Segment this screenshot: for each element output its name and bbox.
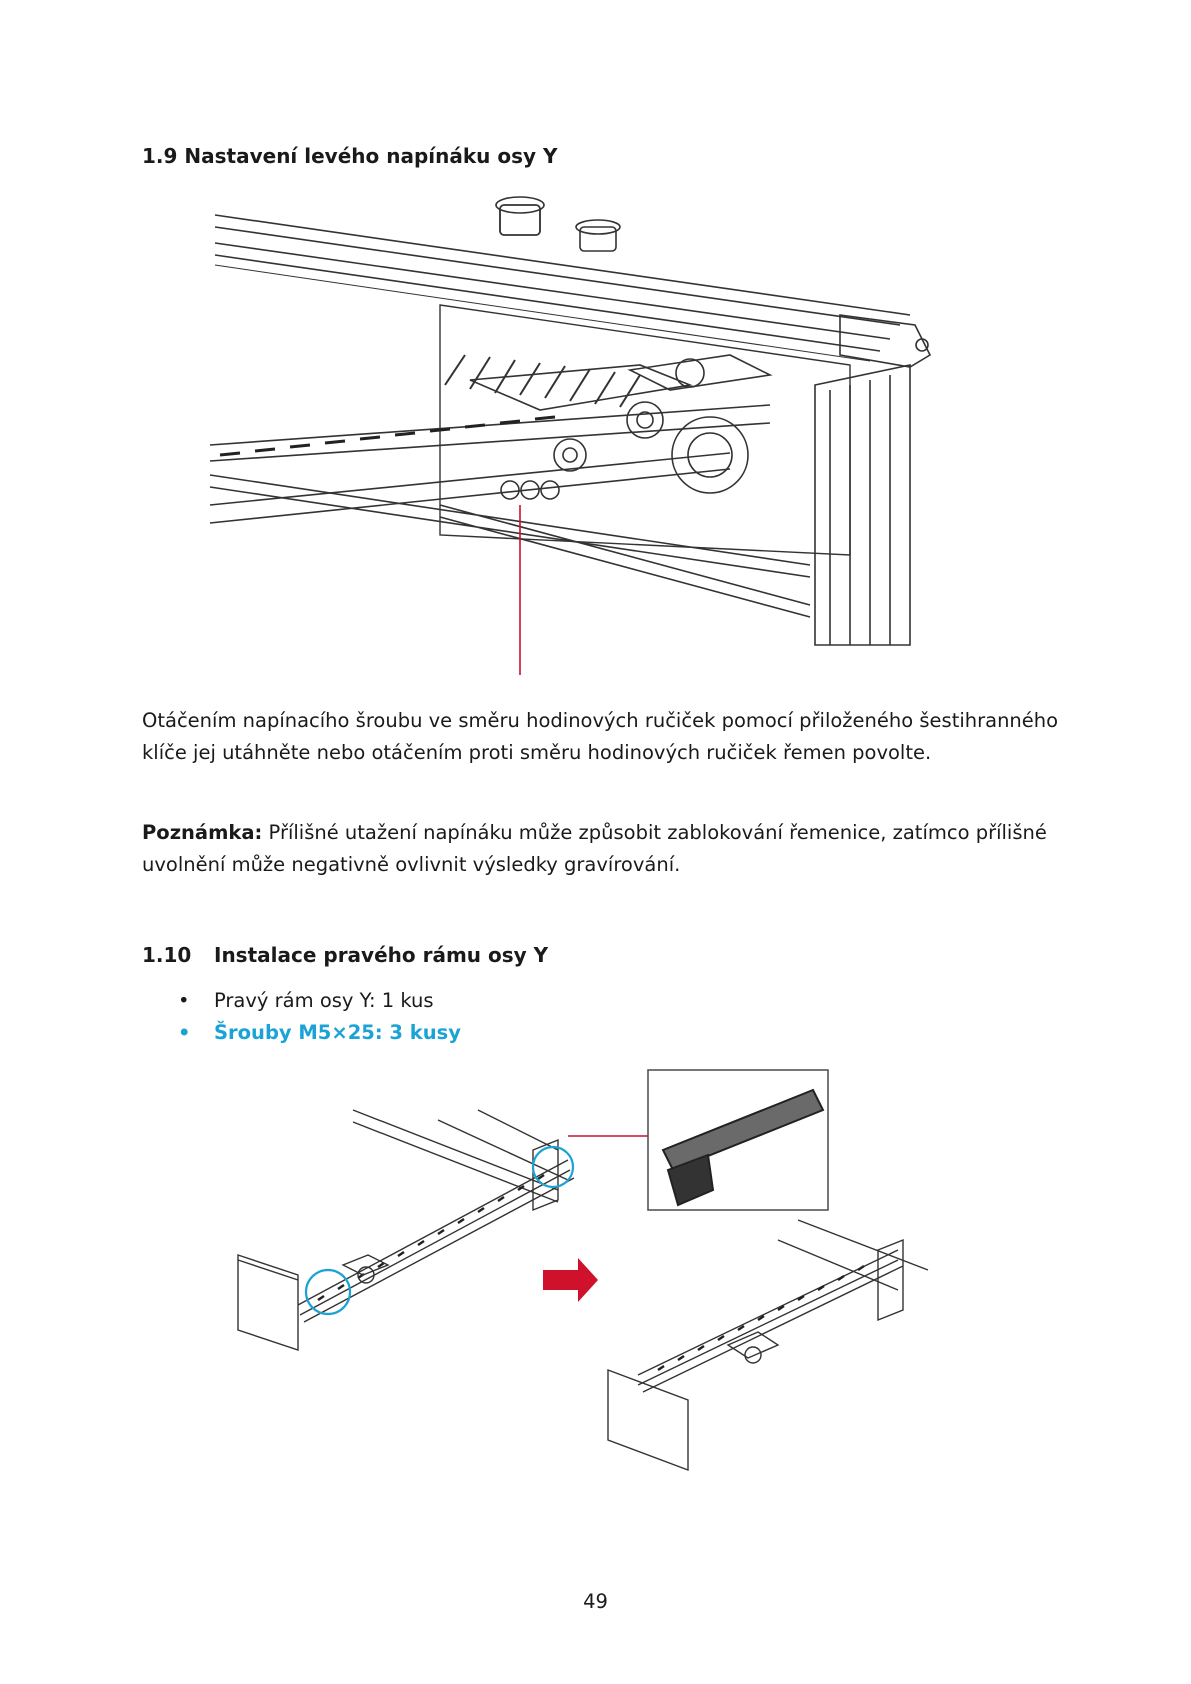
section-1-10-heading [142, 943, 548, 967]
section-title: Instalace pravého rámu osy Y [214, 943, 549, 967]
list-item: • Pravý rám osy Y: 1 kus [178, 985, 461, 1017]
section-number: 1.10 [142, 943, 192, 967]
tensioner-illustration [210, 205, 990, 675]
tensioner-instruction: Otáčením napínacího šroubu ve směru hodinových ručiček pomocí přiloženého šestihranného klíče jej utáhněte nebo otáčením proti směru hodinových ručiček řemen povolte. [142, 709, 1059, 764]
list-item-highlighted: • Šrouby M5×25: 3 kusy [178, 1017, 461, 1049]
section-1-9-heading: 1.9 Nastavení levého napínáku osy Y [142, 144, 558, 168]
installation-illustration [238, 1070, 998, 1490]
parts-list [178, 985, 461, 1049]
tensioner-note [142, 817, 1062, 881]
note-label: Poznámka: [142, 821, 263, 844]
note-text: Přílišné utažení napínáku může způsobit zablokování řemenice, zatímco přílišné uvolnění může negativně ovlivnit výsledky gravírování. [142, 821, 1047, 876]
page-number: 49 [583, 1590, 608, 1613]
